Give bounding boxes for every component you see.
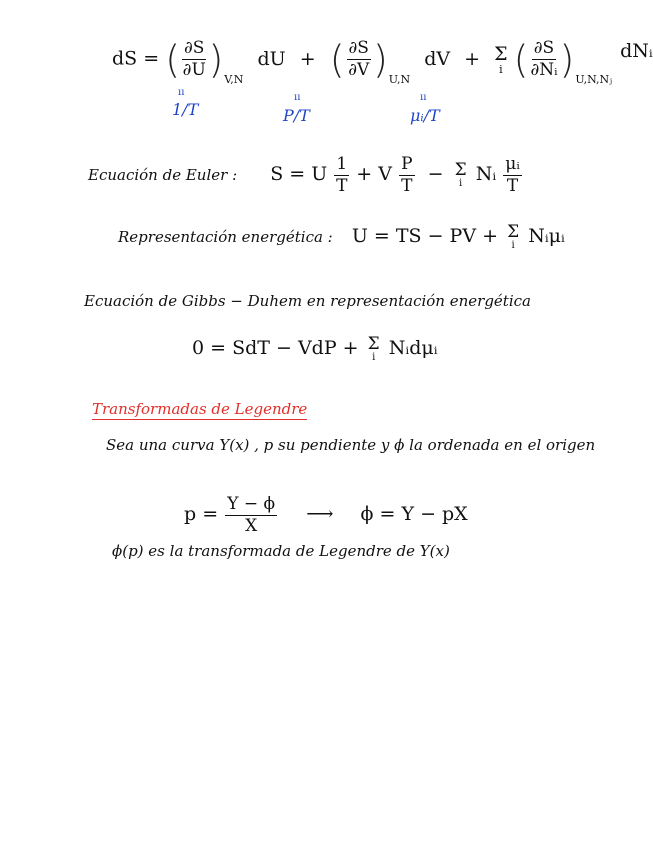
paren-open: ( [329,37,345,82]
paren-close: ) [559,37,575,82]
euler-label: Ecuación de Euler : [88,166,238,184]
frac-den: ∂U [182,60,206,80]
phi-eq: ϕ = Y − pX [360,503,468,525]
diff-du: dU [257,47,286,70]
legendre-conclusion: ϕ(p) es la transformada de Legendre de Y(x) [112,542,450,560]
equals-mark-3: ıı [420,92,427,103]
subscript: V,N [224,72,244,86]
energy-tail: Nᵢμᵢ [528,225,565,247]
gibbs-formula: 0 = SdT − VdP + [192,337,359,359]
legendre-sentence: Sea una curva Y(x) , p su pendiente y ϕ la ordenada en el origen [106,436,596,454]
equals-mark-2: ıı [294,92,301,103]
ds-equation [112,37,653,86]
euler-mid: + V [356,163,392,185]
arrow-icon: ⟶ [306,503,334,525]
frac-den: ∂V [348,60,370,80]
frac-num: ∂S [348,38,369,58]
energy-formula: U = TS − PV + [351,225,499,247]
diff-dn: dNᵢ [620,39,653,62]
frac-y-phi-x: $\frac{Y - \phi}{X}$ [227,494,276,536]
ds-lhs: dS = [112,47,160,70]
gibbs-tail: Nᵢdμᵢ [388,337,438,359]
euler-ni: Nᵢ [475,163,497,185]
frac-mu-t: $\frac{\text{μᵢ}}{T}$ [505,154,520,196]
paren-close: ) [208,37,224,82]
sum-symbol: Σ i [507,222,520,251]
partial-s-u [182,40,206,79]
sum-symbol: Σ i [454,160,467,189]
gibbs-label: Ecuación de Gibbs − Duhem en representación energética [84,292,531,310]
plus-sign: + [464,47,481,70]
paren-open: ( [165,37,181,82]
legendre-heading: Transformadas de Legendre [92,400,308,418]
identity-1-over-t: 1/T [172,100,199,119]
sum-symbol: Σ i [367,334,380,363]
energy-label: Representación energética : [118,228,333,246]
diff-dv: dV [424,47,451,70]
euler-s-eq: S = U [270,163,328,185]
frac-den: ∂Nᵢ [530,60,558,80]
legendre-equation [184,496,468,535]
frac-num: ∂S [533,38,555,58]
plus-sign: + [299,47,316,70]
p-eq: p = [184,503,219,525]
partial-s-n [530,40,557,79]
subscript: U,N,Nⱼ [575,72,613,86]
equals-mark-1: ıı [178,87,185,98]
sum-symbol: Σ i [494,42,508,76]
frac-1-t: $\frac{1}{T}$ [336,154,348,196]
identity-p-over-t: P/T [283,106,310,125]
frac-p-t: $\frac{P}{T}$ [401,154,413,196]
euler-equation [88,156,524,195]
identity-mu-over-t: μᵢ/T [410,106,440,125]
frac-num: ∂S [184,38,205,58]
paren-open: ( [513,37,529,82]
subscript: U,N [388,72,411,86]
minus-sign: − [427,163,444,185]
gibbs-equation [192,336,438,363]
partial-s-v [347,40,371,79]
energy-representation [118,224,565,251]
paren-close: ) [372,37,388,82]
